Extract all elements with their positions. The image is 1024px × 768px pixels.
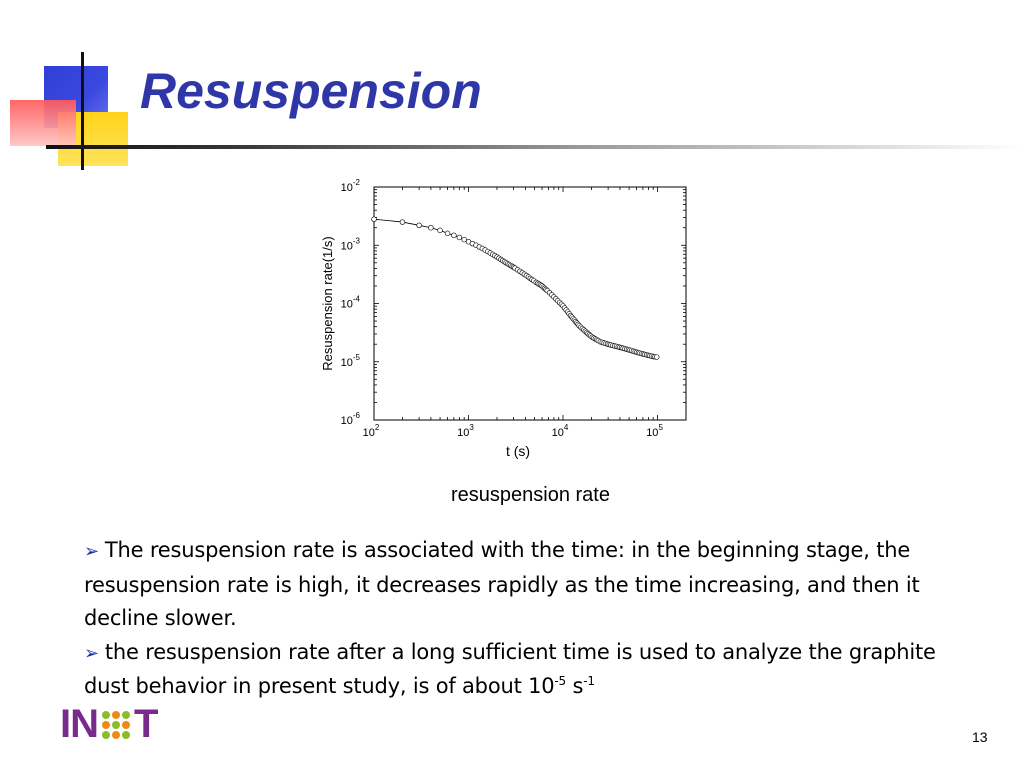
data-point [654, 355, 659, 360]
x-tick-label [552, 423, 569, 439]
tick-exponent: 4 [563, 423, 569, 432]
page-number: 13 [972, 729, 988, 745]
y-tick-label [341, 178, 361, 194]
data-markers [372, 217, 660, 360]
title-underline [46, 145, 1024, 149]
logo-dots-icon [102, 711, 130, 739]
tick-base: 10 [646, 427, 659, 439]
logo-text-right: T [134, 702, 158, 746]
tick-exponent: 5 [658, 423, 663, 432]
bullet-item [84, 534, 984, 636]
tick-exponent: -3 [352, 236, 360, 246]
x-axis-label: t (s) [505, 443, 531, 459]
data-point [457, 235, 462, 240]
arrow-bullet-icon: ➢ [84, 541, 99, 562]
tick-exponent: 3 [469, 423, 474, 432]
series-line [374, 219, 658, 357]
tick-base: 10 [340, 356, 353, 369]
unit-text: s [565, 674, 584, 698]
x-tick-label [363, 423, 380, 439]
tick-base: 10 [362, 427, 375, 439]
tick-base: 10 [340, 298, 353, 311]
slide-title: Resuspension [140, 63, 482, 119]
bullet-text: the resuspension rate after a long sufficient time is used to analyze the graphite dust behavior in present study, is of about 10 [84, 639, 936, 698]
data-point [445, 231, 450, 236]
tick-marks [374, 187, 686, 420]
bullet-item [84, 636, 984, 704]
y-tick-labels [341, 178, 361, 427]
y-tick-label [341, 411, 361, 427]
bullet-text: The resuspension rate is associated with the time: in the beginning stage, the resuspension rate is high, it decreases rapidly as the time increasing, and then it decline slower. [84, 538, 920, 630]
tick-base: 10 [340, 240, 353, 253]
decor-red-square [10, 100, 76, 146]
plot-frame [374, 187, 686, 420]
tick-exponent: -5 [352, 352, 360, 362]
y-tick-label [341, 353, 361, 369]
logo-text-left: IN [60, 702, 98, 746]
bullet-list [84, 534, 984, 704]
chart-caption: resuspension rate [451, 484, 610, 506]
data-point [400, 220, 405, 225]
data-point [372, 217, 377, 222]
data-point [451, 233, 456, 238]
tick-exponent: -2 [352, 178, 360, 187]
y-tick-label [341, 295, 361, 311]
tick-base: 10 [457, 427, 470, 439]
resuspension-chart [300, 172, 700, 464]
inet-logo [60, 702, 157, 747]
x-tick-labels [363, 423, 664, 439]
data-point [429, 225, 434, 230]
exponent: -5 [554, 674, 566, 688]
tick-base: 10 [340, 415, 353, 427]
data-point [438, 228, 443, 233]
tick-base: 10 [551, 427, 564, 439]
y-axis-label: Resuspension rate(1/s) [320, 236, 335, 371]
x-tick-label [646, 423, 663, 439]
x-tick-label [457, 423, 474, 439]
y-tick-label [341, 236, 361, 252]
decor-vertical-line [81, 52, 84, 170]
tick-exponent: -6 [352, 411, 360, 420]
tick-exponent: 2 [374, 423, 380, 432]
data-point [417, 223, 422, 228]
tick-base: 10 [340, 182, 353, 194]
arrow-bullet-icon: ➢ [84, 642, 99, 664]
tick-exponent: -4 [352, 294, 360, 304]
exponent: -1 [583, 674, 595, 688]
